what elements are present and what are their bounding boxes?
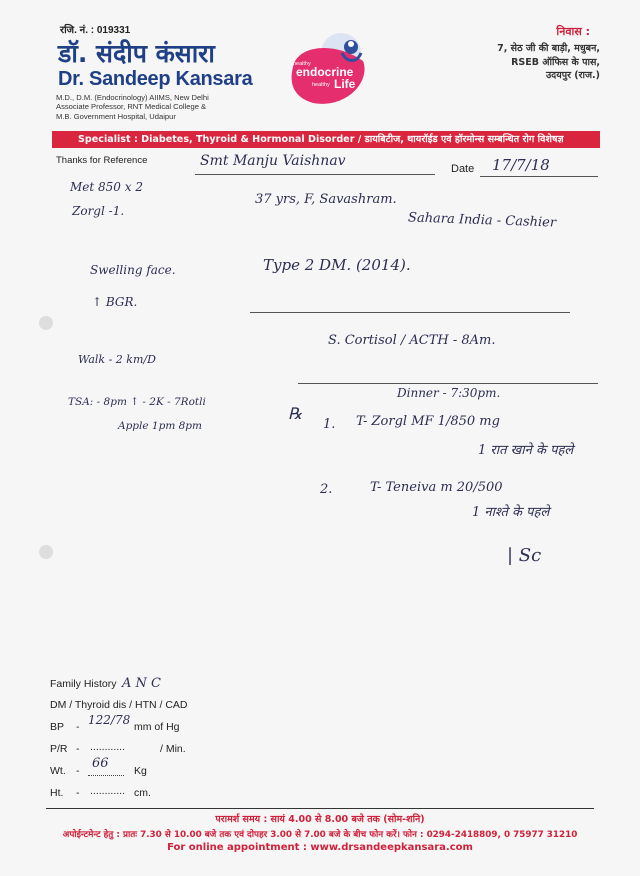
date-label: Date bbox=[451, 163, 475, 175]
rx-drug: T- Zorgl MF 1/850 mg bbox=[356, 414, 500, 429]
patient-name: Smt Manju Vaishnav bbox=[200, 153, 346, 169]
ht-label: Ht. bbox=[50, 787, 64, 799]
left-note: Zorgl -1. bbox=[72, 204, 125, 218]
wt-label: Wt. bbox=[50, 765, 66, 777]
diagnosis: Type 2 DM. (2014). bbox=[263, 256, 411, 274]
pr-unit: / Min. bbox=[160, 743, 186, 755]
left-note: TSA: - 8pm ↑ - 2K - 7Rotli bbox=[68, 396, 206, 408]
qualification-line: M.B. Government Hospital, Udaipur bbox=[56, 111, 176, 121]
section-line bbox=[298, 383, 598, 384]
address-line: RSEB ऑफिस के पास, bbox=[511, 56, 600, 68]
rx-number: 1. bbox=[323, 417, 336, 432]
age-sex: 37 yrs, F, Savashram. bbox=[255, 192, 397, 207]
dm-thyroid-label: DM / Thyroid dis / HTN / CAD bbox=[50, 699, 188, 711]
endocrine-life-logo bbox=[287, 27, 373, 113]
left-note: Walk - 2 km/D bbox=[78, 353, 156, 366]
consultation-time: परामर्श समय : सायं 4.00 से 8.00 बजे तक (सोम-शनि) bbox=[215, 814, 425, 825]
occupation: Sahara India - Cashier bbox=[407, 210, 557, 231]
rx-number: 2. bbox=[320, 482, 333, 497]
bp-value: 122/78 bbox=[88, 713, 131, 727]
logo-text-healthy: healthy bbox=[293, 61, 311, 67]
online-appointment: For online appointment : www.drsandeepkansara.com bbox=[167, 842, 473, 853]
residence-address bbox=[400, 42, 600, 83]
bp-unit: mm of Hg bbox=[134, 721, 180, 733]
bp-label: BP bbox=[50, 721, 65, 733]
reference-line bbox=[195, 174, 435, 175]
left-note: Met 850 x 2 bbox=[70, 180, 143, 194]
date-line bbox=[480, 176, 598, 177]
qualification-line: Associate Professor, RNT Medical College & bbox=[56, 102, 207, 112]
rx-symbol: ℞ bbox=[288, 404, 303, 423]
footer-rule bbox=[46, 808, 594, 809]
logo-text-endocrine: endocrine bbox=[296, 65, 354, 79]
left-note: Apple 1pm 8pm bbox=[118, 420, 202, 432]
pr-label: P/R bbox=[50, 743, 68, 755]
rx-drug: T- Teneiva m 20/500 bbox=[370, 480, 503, 495]
address-line: उदयपुर (राज.) bbox=[545, 70, 600, 81]
rx-instruction: 1 रात खाने के पहले bbox=[478, 443, 574, 458]
punch-hole bbox=[39, 316, 53, 330]
doctor-name-english: Dr. Sandeep Kansara bbox=[58, 68, 253, 90]
logo-text-life: Life bbox=[334, 77, 356, 91]
date-value: 17/7/18 bbox=[492, 156, 550, 174]
family-history-label: Family History bbox=[50, 678, 117, 690]
signature: | Sc bbox=[507, 545, 542, 566]
residence-label: निवास : bbox=[556, 25, 590, 38]
wt-dots bbox=[88, 775, 124, 776]
left-note: ↑ BGR. bbox=[92, 295, 138, 309]
dinner-time: Dinner - 7:30pm. bbox=[397, 386, 501, 400]
specialist-banner: Specialist : Diabetes, Thyroid & Hormonal Disorder / डायबिटीज, थायरॉईड एवं हॉरमोन्स सम्बन्धित रोग विशेषज्ञ bbox=[52, 131, 600, 148]
bp-dash: - bbox=[76, 721, 80, 733]
pr-dots: ............ bbox=[90, 741, 126, 753]
qualifications bbox=[56, 93, 246, 121]
doctor-name-hindi: डॉ. संदीप कंसारा bbox=[58, 39, 215, 68]
pr-dash: - bbox=[76, 743, 80, 755]
punch-hole bbox=[39, 545, 53, 559]
investigation: S. Cortisol / ACTH - 8Am. bbox=[328, 333, 496, 348]
wt-value: 66 bbox=[92, 756, 109, 771]
address-line: 7, सेठ जी की बाड़ी, मधुबन, bbox=[497, 43, 600, 54]
wt-dash: - bbox=[76, 765, 80, 777]
thanks-for-reference-label: Thanks for Reference bbox=[56, 155, 148, 166]
wt-unit: Kg bbox=[134, 765, 147, 777]
rx-instruction: 1 नाश्ते के पहले bbox=[472, 505, 550, 520]
ht-unit: cm. bbox=[134, 787, 151, 799]
ht-dash: - bbox=[76, 787, 80, 799]
logo-text-healthy-2: healthy bbox=[312, 82, 330, 88]
family-history-value: A N C bbox=[122, 676, 161, 691]
section-line bbox=[250, 312, 570, 313]
qualification-line: M.D., D.M. (Endocrinology) AIIMS, New Delhi bbox=[56, 93, 209, 102]
appointment-info: अपोईन्टमेन्ट हेतु : प्रातः 7.30 से 10.00 बजे तक एवं दोपहर 3.00 से 7.00 बजे के बीच फोन करें। फोन : 0294-2418809, 0 75977 31210 bbox=[62, 830, 578, 840]
left-note: Swelling face. bbox=[90, 263, 176, 277]
ht-dots: ............ bbox=[90, 785, 126, 797]
registration-number: रजि. नं. : 019331 bbox=[60, 25, 131, 36]
